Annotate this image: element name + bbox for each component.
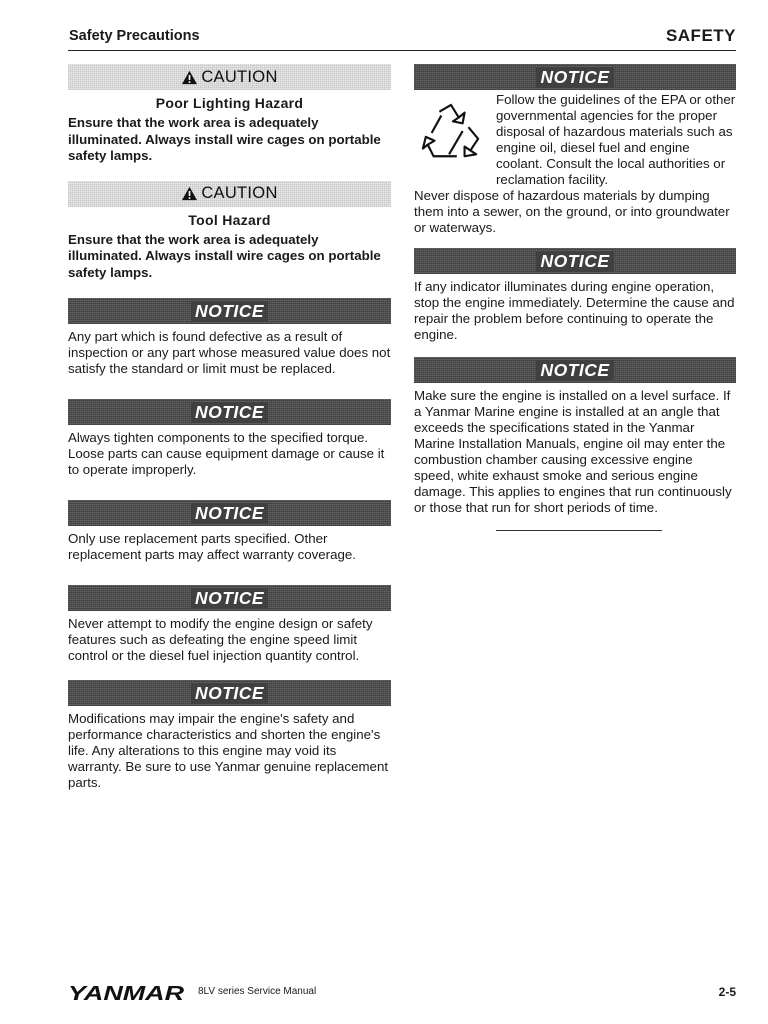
warning-triangle-icon [181,186,198,201]
caution-text: Ensure that the work area is adequately illuminated. Always install wire cages on portable safety lamps. [68,231,381,280]
page-footer [68,980,736,1004]
yanmar-logo [68,984,186,1002]
hazard-title: Tool Hazard [188,211,271,228]
recycle-icon [420,102,482,164]
notice-text: Make sure the engine is installed on a level surface. If a Yanmar Marine engine is installed at an angle that exceeds the specifications stated in the Yanmar Marine Installation Manuals, engine oil may enter the combustion chamber causing excessive engine speed, white exhaust smoke and serious engine damage. This applies to engines that run continuously or those that run for short periods of time. [414,388,732,515]
notice-banner [414,64,736,90]
hazard-title: Poor Lighting Hazard [155,95,304,111]
manual-name: 8LV series Service Manual [198,986,317,997]
caution-banner [68,181,391,207]
page-header [68,26,736,51]
logo-text: YANMAR [68,984,185,1002]
notice-banner [414,248,736,274]
notice-banner [68,500,391,526]
notice-text: Any part which is found defective as a result of inspection or any part whose measured value does not satisfy the standard or limit must be replaced. [68,329,391,376]
notice-text: Only use replacement parts specified. Other replacement parts may affect warranty coverage. [68,531,356,562]
notice-label: NOTICE [191,683,268,704]
notice-banner [68,298,391,324]
notice-label: NOTICE [191,301,268,322]
caution-label: CAUTION [201,67,278,86]
notice-banner [414,357,736,383]
notice-text: Never attempt to modify the engine design or safety features such as defeating the engine speed limit control or the diesel fuel injection quantity control. [68,616,373,663]
caution-banner [68,64,391,90]
chapter-title: SAFETY [665,26,736,45]
page-number: 2-5 [718,985,736,999]
notice-label: NOTICE [191,402,268,423]
right-column [414,64,736,531]
recycle-guideline-text: Follow the guidelines of the EPA or other governmental agencies for the proper disposal of hazardous materials such as engine oil, diesel fuel and engine coolant. Consult the local authorities or reclamation facility. [496,92,736,187]
section-title: Safety Precautions [69,28,200,44]
notice-text: If any indicator illuminates during engine operation, stop the engine immediately. Determine the cause and repair the problem before continuing to operate the engine. [414,279,735,342]
left-column [68,64,391,791]
notice-label: NOTICE [191,588,268,609]
notice-text: Never dispose of hazardous materials by dumping them into a sewer, on the ground, or into groundwater or waterways. [414,188,730,235]
notice-banner [68,399,391,425]
notice-text: Modifications may impair the engine's safety and performance characteristics and shorten the engine's life. Any alterations to this engine may void its warranty. Be sure to use Yanmar genuine replacement parts. [68,711,389,790]
notice-banner [68,585,391,611]
caution-label: CAUTION [201,184,278,202]
notice-banner [68,680,391,706]
notice-label: NOTICE [536,251,613,272]
end-rule [496,530,662,531]
caution-text: Ensure that the work area is adequately illuminated. Always install wire cages on portable safety lamps. [68,115,381,163]
warning-triangle-icon [181,70,198,85]
notice-label: NOTICE [191,503,268,524]
notice-text: Always tighten components to the specified torque. Loose parts can cause equipment damage or cause it to operate improperly. [68,430,385,477]
notice-label: NOTICE [536,360,613,381]
recycle-block [414,92,736,187]
notice-label: NOTICE [536,67,613,88]
